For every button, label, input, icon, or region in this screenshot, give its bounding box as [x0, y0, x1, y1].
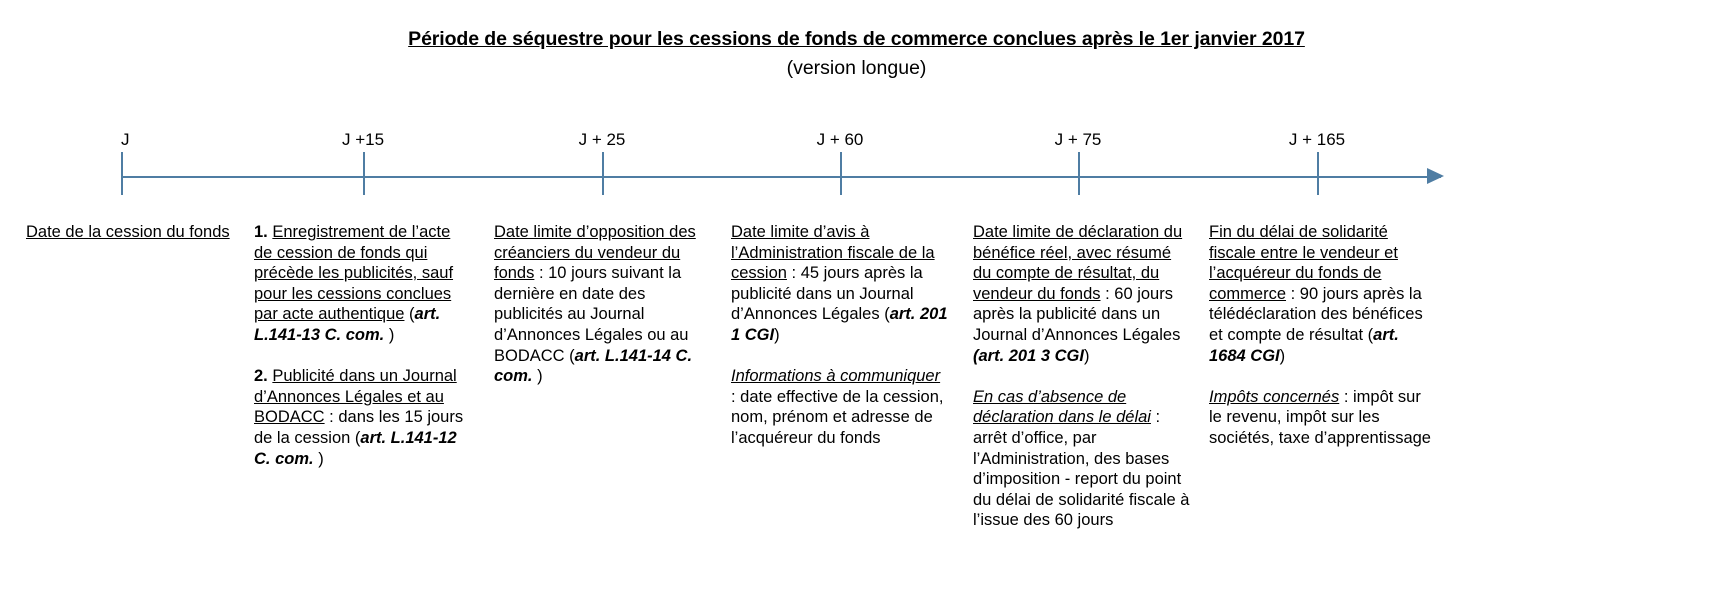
column-j60-paragraph-1	[731, 366, 949, 448]
timeline-tick-label-0: J	[121, 130, 130, 149]
column-j25-text-0-2: art. L.141-14 C. com.	[494, 346, 693, 386]
column-j165-text-1-0: Impôts concernés	[1209, 387, 1340, 406]
column-j25-paragraph-0	[494, 222, 716, 387]
column-j165-text-0-2: art. 1684 CGI	[1209, 325, 1399, 365]
column-j165-text-1-1: : impôt sur le revenu, impôt sur les sociétés, taxe d’apprentissage	[1209, 387, 1431, 447]
column-j165-text-0-3: )	[1279, 346, 1286, 365]
column-j25	[494, 222, 716, 387]
column-j15-text-1-0: 2.	[254, 367, 268, 386]
column-j60-paragraph-0	[731, 222, 949, 346]
timeline-tick-label-4: J + 75	[1054, 130, 1102, 149]
column-j25-text-0-1: : 10 jours suivant la dernière en date des publicités au Journal d’Annonces Légales ou au BODACC (	[494, 264, 689, 365]
column-j60-text-0-2: art. 201 1 CGI	[731, 305, 948, 344]
timeline-tick-label-2: J + 25	[578, 130, 626, 149]
column-j75	[973, 222, 1193, 531]
column-j60-text-0-0: Date limite d’avis à l’Administration fiscale de la cession	[731, 223, 935, 283]
column-j165-paragraph-1	[1209, 387, 1434, 449]
column-j60-text-0-1: : 45 jours après la publicité dans un Journal d’Annonces Légales (	[731, 264, 923, 324]
column-j75-text-1-1: : arrêt d’office, par l’Administration, des bases d’imposition - report du point du délai de solidarité fiscale à l’issue des 60 jours	[973, 408, 1190, 530]
column-j-text-0-0: Date de la cession du fonds	[26, 223, 230, 241]
page-subtitle: (version longue)	[786, 57, 927, 79]
column-j	[26, 222, 236, 243]
column-j165-text-0-1: : 90 jours après la télédéclaration des bénéfices et compte de résultat (	[1209, 284, 1423, 344]
timeline-tick-label-1: J +15	[341, 130, 385, 149]
timeline-tick-4	[1078, 152, 1080, 195]
timeline-axis	[121, 176, 1441, 178]
column-j15-text-1-2: Publicité dans un Journal d’Annonces Légales et au BODACC	[254, 367, 457, 427]
column-j15	[254, 222, 472, 469]
column-j15-paragraph-1	[254, 366, 472, 469]
column-j15-text-1-4: art. L.141-12 C. com.	[254, 428, 457, 468]
column-j15-paragraph-0	[254, 222, 472, 346]
column-j15-text-0-3: (	[404, 305, 415, 324]
column-j15-text-0-4: art. L.141-13 C. com.	[254, 305, 441, 344]
timeline-tick-1	[363, 152, 365, 195]
column-j60-text-0-3: )	[774, 325, 780, 344]
column-j75-text-1-0: En cas d’absence de déclaration dans le délai	[973, 387, 1151, 427]
timeline-tick-label-5: J + 165	[1288, 130, 1346, 149]
page-title: Période de séquestre pour les cessions de fonds de commerce conclues après le 1er janvier 2017	[408, 28, 1305, 50]
column-j165-text-0-0: Fin du délai de solidarité fiscale entre le vendeur et l’acquéreur du fonds de commerce	[1209, 223, 1398, 303]
column-j15-text-1-3: : dans les 15 jours de la cession (	[254, 408, 464, 447]
column-j75-text-0-1: : 60 jours après la publicité dans un Journal d’Annonces Légales	[973, 284, 1181, 344]
column-j75-text-0-3: )	[1083, 346, 1090, 365]
timeline-tick-2	[602, 152, 604, 195]
timeline-tick-3	[840, 152, 842, 195]
timeline-tick-0	[121, 152, 123, 195]
timeline-tick-label-3: J + 60	[816, 130, 864, 149]
column-j25-text-0-0: Date limite d’opposition des créanciers du vendeur du fonds	[494, 223, 696, 283]
column-j60	[731, 222, 949, 449]
column-j165-paragraph-0	[1209, 222, 1434, 366]
column-j60-text-1-0: Informations à communiquer	[731, 367, 941, 386]
column-j15-text-0-2: Enregistrement de l’acte de cession de fonds qui précède les publicités, sauf pour les cessions conclues par acte authentique	[254, 223, 454, 324]
column-j25-text-0-3: )	[532, 367, 543, 386]
column-j75-text-0-0: Date limite de déclaration du bénéfice réel, avec résumé du compte de résultat, du vendeur du fonds	[973, 223, 1183, 303]
column-j75-text-0-2: (art. 201 3 CGI	[973, 346, 1084, 365]
column-j15-text-0-0: 1.	[254, 223, 268, 241]
timeline-arrow-icon	[1427, 168, 1444, 184]
column-j165	[1209, 222, 1434, 449]
timeline-tick-5	[1317, 152, 1319, 195]
title-block	[0, 26, 1713, 81]
column-j-paragraph-0	[26, 222, 236, 243]
column-j15-text-1-5: )	[313, 449, 324, 468]
column-j60-text-1-1: : date effective de la cession, nom, prénom et adresse de l’acquéreur du fonds	[731, 387, 944, 447]
column-j15-text-0-5: )	[384, 325, 395, 344]
column-j75-paragraph-0	[973, 222, 1193, 366]
column-j75-paragraph-1	[973, 387, 1193, 531]
